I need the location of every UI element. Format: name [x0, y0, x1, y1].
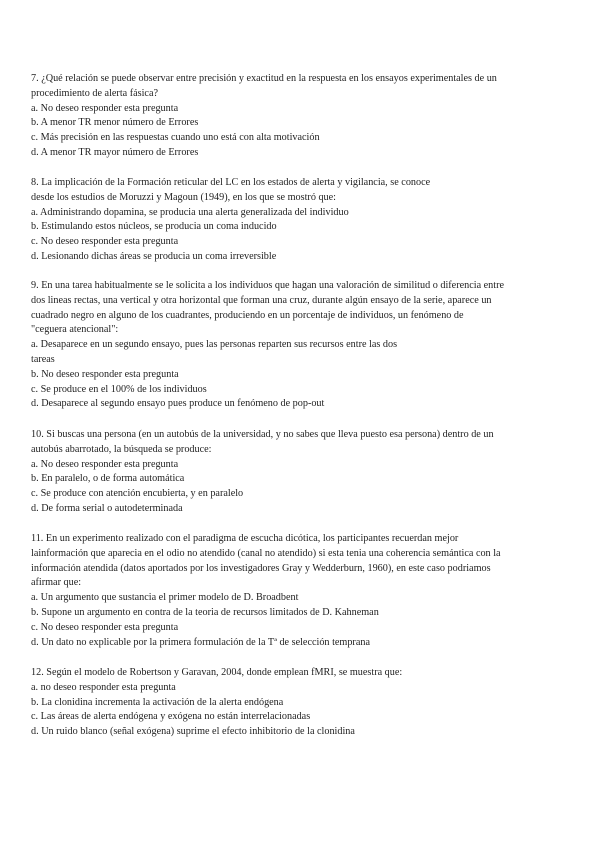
question-text-line: "ceguera atencional": [31, 324, 119, 336]
question-text-line: procedimiento de alerta fásica? [31, 87, 158, 99]
question-text-line: lainformación que aparecia en el odio no atendido (canal no atendido) si esta tenia una coherencia semántica con la [31, 547, 501, 559]
question-text-line: 12. Según el modelo de Robertson y Garavan, 2004, donde emplean fMRI, se muestra que: [31, 667, 403, 678]
question-text-line: tareas [31, 353, 55, 365]
question-9 [31, 279, 579, 412]
answer-option: c. Las áreas de alerta endógena y exógena no están interrelacionadas [31, 711, 311, 723]
answer-option: c. Se produce en el 100% de los individuos [31, 383, 207, 395]
question-10 [31, 428, 579, 517]
answer-option: d. Desaparece al segundo ensayo pues produce un fenómeno de pop-out [31, 398, 325, 410]
question-text-line: autobús abarrotado, la búsqueda se produce: [31, 443, 212, 455]
answer-option: b. A menor TR menor número de Errores [31, 117, 199, 129]
answer-option: d. Un ruido blanco (señal exógena) suprime el efecto inhibitorio de la clonidina [31, 726, 355, 738]
answer-option: b. No deseo responder esta pregunta [31, 368, 179, 380]
answer-option: b. Estimulando estos núcleos, se producia un coma inducido [31, 221, 277, 233]
answer-option: d. Lesionando dichas áreas se producia un coma irreversible [31, 250, 277, 262]
answer-option: a. Un argumento que sustancia el primer modelo de D. Broadbent [31, 592, 299, 604]
question-text-line: 9. En una tarea habitualmente se le solicita a los individuos que hagan una valoración de similitud o diferencia entre [31, 280, 504, 291]
question-text-line: afirmar que: [31, 577, 82, 589]
answer-option: d. De forma serial o autodeterminada [31, 502, 183, 514]
question-text-line: cuadrado negro en alguno de los cuadrantes, produciendo en un porcentaje de individuos, un fenómeno de [31, 309, 464, 321]
question-text-line: 11. En un experimento realizado con el paradigma de escucha dicótica, los participantes recuerdan mejor [31, 533, 459, 544]
question-11 [31, 532, 579, 650]
answer-option: a. Administrando dopamina, se producia una alerta generalizada del individuo [31, 206, 349, 218]
question-text-line: desde los estudios de Moruzzi y Magoun (1949), en los que se mostró que: [31, 191, 337, 203]
answer-option: b. La clonidina incrementa la activación de la alerta endógena [31, 696, 284, 708]
answer-option: c. No deseo responder esta pregunta [31, 236, 179, 248]
question-text-line: dos lineas rectas, una vertical y otra horizontal que forman una cruz, durante algún ensayo de la serie, aparece un [31, 294, 492, 306]
answer-option: c. No deseo responder esta pregunta [31, 621, 179, 633]
answer-option: c. Más precisión en las respuestas cuando uno está con alta motivación [31, 132, 320, 144]
answer-option: d. Un dato no explicable por la primera formulación de la Tª de selección temprana [31, 636, 370, 648]
answer-option: a. no deseo responder esta pregunta [31, 681, 176, 693]
answer-option: a. No deseo responder esta pregunta [31, 458, 179, 470]
question-text-line: 10. Si buscas una persona (en un autobús de la universidad, y no sabes que lleva puesto esa persona) dentro de un [31, 429, 494, 440]
answer-option: b. En paralelo, o de forma automática [31, 473, 185, 485]
answer-option: c. Se produce con atención encubierta, y en paralelo [31, 488, 244, 500]
question-text-line: información atendida (datos aportados por los investigadores Gray y Wedderburn, 1960), en este caso podriamos [31, 562, 491, 574]
question-7 [31, 72, 579, 161]
question-text-line: 8. La implicación de la Formación reticular del LC en los estados de alerta y vigilancia, se conoce [31, 177, 431, 188]
question-12 [31, 666, 579, 740]
answer-option: a. Desaparece en un segundo ensayo, pues las personas reparten sus recursos entre las dos [31, 339, 398, 351]
answer-option: a. No deseo responder esta pregunta [31, 102, 179, 114]
answer-option: d. A menor TR mayor número de Errores [31, 146, 199, 158]
question-8 [31, 176, 579, 265]
answer-option: b. Supone un argumento en contra de la teoria de recursos limitados de D. Kahneman [31, 606, 379, 618]
question-text-line: 7. ¿Qué relación se puede observar entre precisión y exactitud en la respuesta en los ensayos experimentales de un [31, 73, 497, 84]
